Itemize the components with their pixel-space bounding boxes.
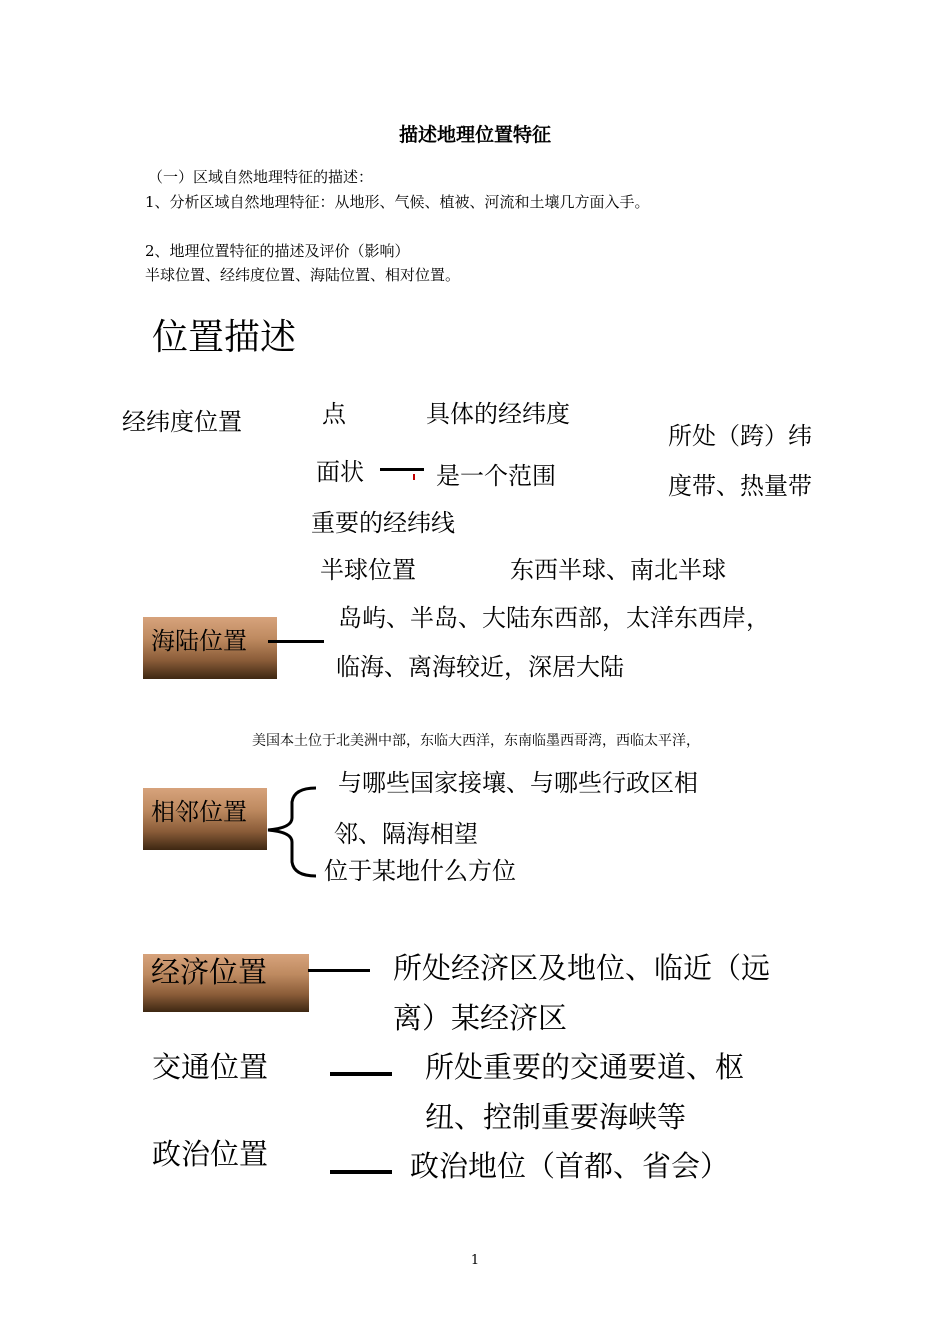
connector-line — [268, 640, 324, 643]
brace-icon — [258, 784, 324, 880]
neighbor-line-1: 与哪些国家接壤、与哪些行政区相 — [338, 769, 698, 797]
connector-line — [380, 468, 424, 471]
landsea-line-1: 岛屿、半岛、大陆东西部，太洋东西岸， — [338, 604, 770, 632]
connector-line — [330, 1170, 392, 1174]
landsea-line-2: 临海、离海较近，深居大陆 — [336, 653, 624, 681]
document-title: 描述地理位置特征 — [398, 124, 551, 146]
example-text: 美国本土位于北美洲中部，东临大西洋，东南临墨西哥湾，西临太平洋， — [252, 733, 700, 749]
intro-line-4: 半球位置、经纬度位置、海陆位置、相对位置。 — [145, 266, 461, 284]
intro-line-1: （一）区域自然地理特征的描述： — [148, 168, 374, 186]
hemisphere-desc: 东西半球、南北半球 — [510, 556, 726, 584]
latlon-zone-line-2: 度带、热量带 — [668, 472, 812, 500]
neighbor-label-box: 相邻位置 — [143, 788, 267, 850]
intro-line-2: 1、分析区域自然地理特征：从地形、气候、植被、河流和土壤几方面入手。 — [145, 193, 650, 211]
neighbor-line-3: 位于某地什么方位 — [324, 857, 516, 885]
transport-line-2: 纽、控制重要海峡等 — [425, 1100, 687, 1134]
hemisphere-label: 半球位置 — [320, 556, 416, 584]
latlon-zone-line-1: 所处（跨）纬 — [668, 422, 812, 450]
section-heading: 位置描述 — [152, 317, 297, 358]
latlon-point-desc: 具体的经纬度 — [426, 400, 570, 428]
political-desc: 政治地位（首都、省会） — [410, 1149, 730, 1183]
connector-line — [330, 1072, 392, 1076]
page-number: 1 — [470, 1253, 480, 1268]
intro-line-3: 2、地理位置特征的描述及评价（影响） — [145, 242, 410, 260]
latlon-point: 点 — [322, 400, 346, 428]
latlon-area-desc: 是一个范围 — [436, 462, 556, 490]
economic-label-box: 经济位置 — [143, 954, 309, 1012]
transport-label: 交通位置 — [152, 1050, 269, 1084]
latlon-label: 经纬度位置 — [122, 408, 242, 436]
red-tick-mark — [413, 474, 415, 480]
latlon-important-lines: 重要的经纬线 — [311, 509, 455, 537]
economic-line-1: 所处经济区及地位、临近（远 — [393, 951, 771, 985]
transport-line-1: 所处重要的交通要道、枢 — [425, 1050, 745, 1084]
landsea-label-box: 海陆位置 — [143, 617, 277, 679]
economic-line-2: 离）某经济区 — [393, 1001, 568, 1035]
neighbor-line-2: 邻、隔海相望 — [334, 820, 478, 848]
connector-line — [308, 969, 370, 972]
latlon-area: 面状 — [316, 458, 364, 486]
political-label: 政治位置 — [152, 1137, 269, 1171]
